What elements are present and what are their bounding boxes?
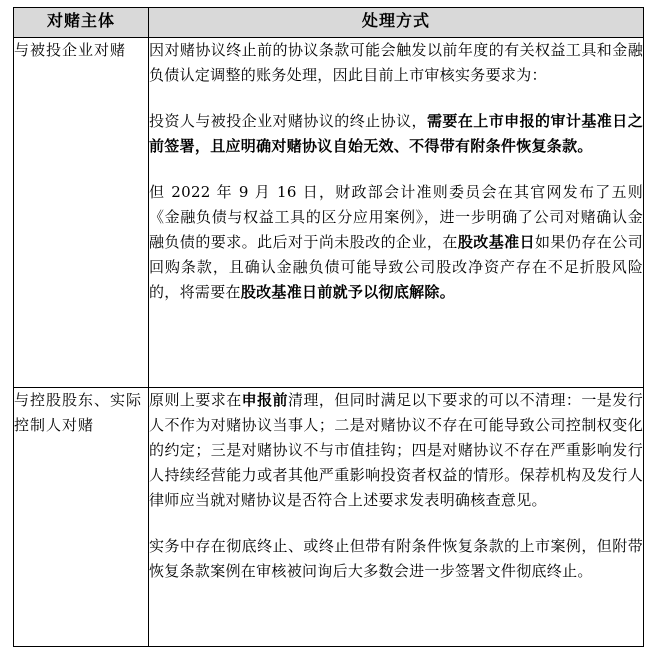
text-span: 清理，但同时满足以下要求的可以不清理：一是发行人不作为对赌协议当事人；二是对赌协议不存在可能导致公司控制权变化的约定；三是对赌协议不与市值挂钩；四是对赌协议不存在严重影响发行人持续经营能力或者其他严重影响投资者权益的情形。保荐机构及发行人律师应当就对赌协议是否符合上述要求发表明确核查意见。 (149, 391, 643, 509)
table-header-row (14, 8, 644, 38)
emphasis-text: 申报前 (241, 391, 288, 409)
subject-cell: 与被投企业对赌 (14, 38, 149, 388)
text-span: 原则上要求在 (149, 391, 242, 409)
text-span: 但 2022 年 9 月 16 日，财政部会计准则委员会在其官网发布了五则《金融负债与权益工具的区分应用案例》，进一步明确了公司对赌确认金融负债的要求。此后对于尚未股改的企业，在 (149, 183, 643, 251)
header-treatment: 处理方式 (149, 8, 644, 38)
treatment-paragraph: 因对赌协议终止前的协议条款可能会触发以前年度的有关权益工具和金融负债认定调整的账务处理，因此目前上市审核实务要求为： (149, 41, 643, 84)
text-span: 如果仍存在公司回购条款，且确认金融负债可能导致公司股改净资产存在不足折股风险的，将需要在 (149, 233, 643, 301)
subject-cell: 与控股股东、实际控制人对赌 (14, 388, 149, 647)
treatment-cell (149, 388, 644, 647)
emphasis-text: 股改基准日前就予以彻底解除。 (240, 283, 456, 301)
treatment-paragraph: 实务中存在彻底终止、或终止但带有附条件恢复条款的上市案例，但附带恢复条款案例在审核被问询后大多数会进一步签署文件彻底终止。 (149, 537, 643, 580)
treatment-cell (149, 38, 644, 388)
table-row (14, 388, 644, 647)
header-subject: 对赌主体 (14, 8, 149, 38)
table-row (14, 38, 644, 388)
treatment-paragraph (149, 388, 643, 513)
text-span: 投资人与被投企业对赌协议的终止协议， (149, 112, 427, 130)
gambling-agreement-table (13, 7, 644, 647)
treatment-paragraph (149, 109, 643, 159)
treatment-paragraph (149, 180, 643, 305)
emphasis-text: 股改基准日 (457, 233, 536, 251)
emphasis-text: 需要在上市申报的审计基准日之前签署，且应明确对赌协议自始无效、不得带有附条件恢复条款。 (149, 112, 643, 155)
